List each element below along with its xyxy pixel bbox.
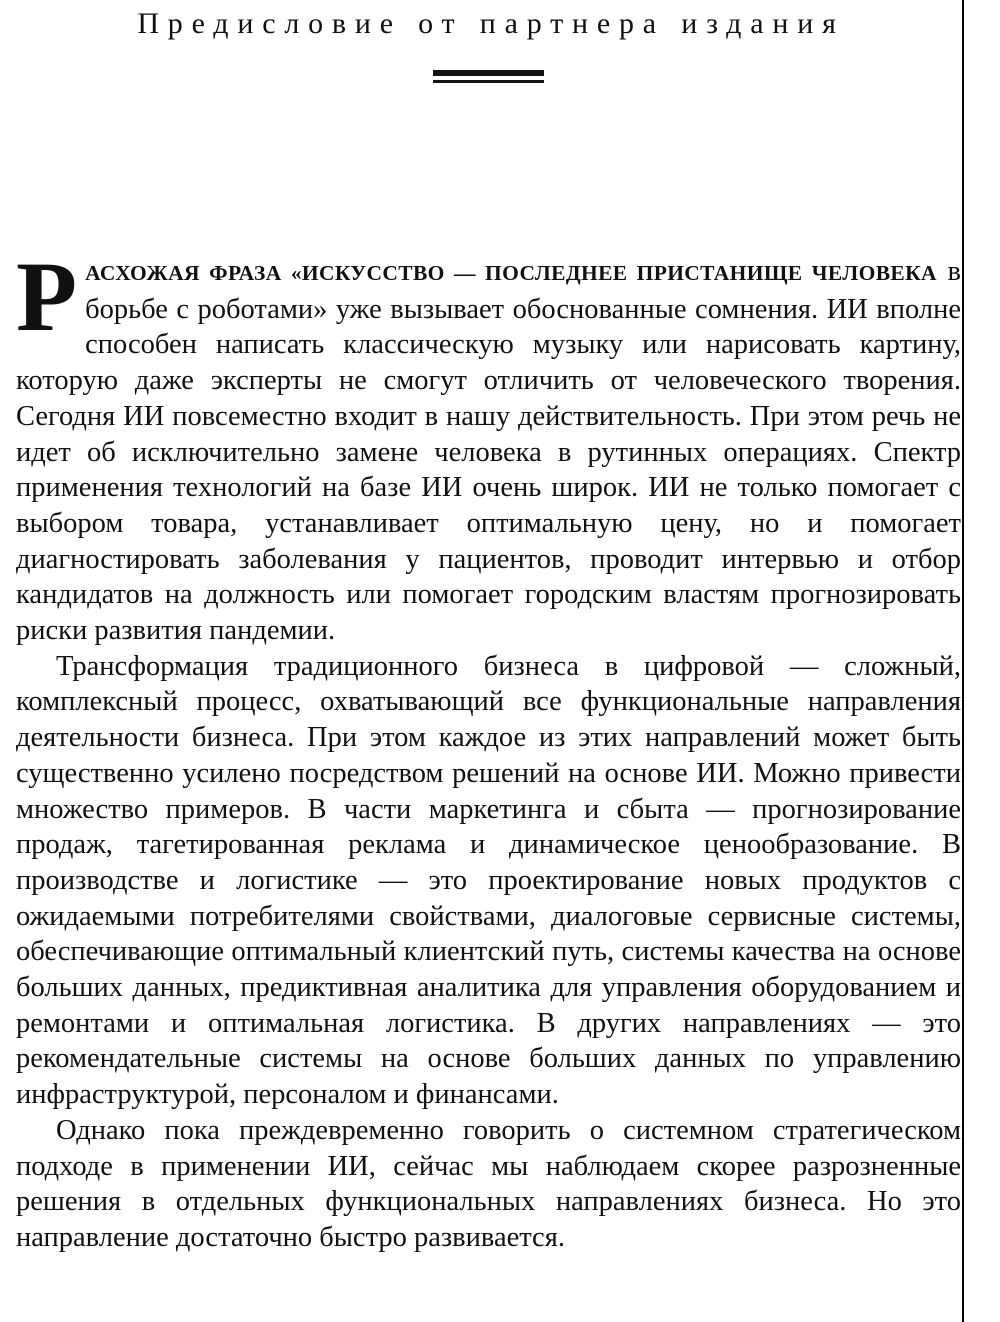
paragraph-3: Однако пока преждевременно говорить о системном стратегическом подходе в применении ИИ, сейчас мы наблюдаем скорее разрозненные решения в отдельных функциональных направлениях бизнеса. Но это направление достаточно быстро развивается. bbox=[16, 1114, 961, 1253]
lead-in-small-caps: АСХОЖАЯ ФРАЗА «ИСКУССТВО — ПОСЛЕДНЕЕ ПРИСТАНИЩЕ ЧЕЛОВЕКА bbox=[85, 261, 937, 285]
article-body bbox=[16, 241, 961, 1256]
drop-cap: Р bbox=[16, 241, 78, 352]
paragraph-1-text: в борьбе с роботами» уже вызывает обоснованные сомнения. ИИ вполне способен написать классическую музыку или нарисовать картину, которую даже эксперты не смогут отличить от человеческого творения. Сегодня ИИ повсеместно входит в нашу действительность. При этом речь не идет об исключительно замене человека в рутинных операциях. Спектр применения технологий на базе ИИ очень широк. ИИ не только помогает с выбором товара, устанавливает оптимальную цену, но и помогает диагностировать заболевания у пациентов, проводит интервью и отбор кандидатов на должность или помогает городским властям прогнозировать риски развития пандемии. bbox=[16, 256, 961, 647]
paragraph-1 bbox=[16, 241, 961, 649]
title-double-rule bbox=[433, 70, 544, 83]
rule-thin-line bbox=[433, 80, 544, 83]
paragraph-2: Трансформация традиционного бизнеса в цифровой — сложный, комплексный процесс, охватывающий все функциональные направления деятельности бизнеса. При этом каждое из этих направлений может быть существенно усилено посредством решений на основе ИИ. Можно привести множество примеров. В части маркетинга и сбыта — прогнозирование продаж, тагетированная реклама и динамическое ценообразование. В производстве и логистике — это проектирование новых продуктов с ожидаемыми потребителями свойствами, диалоговые сервисные системы, обеспечивающие оптимальный клиентский путь, системы качества на основе больших данных, предиктивная аналитика для управления оборудованием и ремонтами и оптимальная логистика. В других направлениях — это рекомендательные системы на основе больших данных по управлению инфраструктурой, персоналом и финансами. bbox=[16, 650, 961, 1111]
book-page bbox=[16, 0, 964, 1322]
chapter-title: Предисловие от партнера издания bbox=[137, 7, 845, 40]
